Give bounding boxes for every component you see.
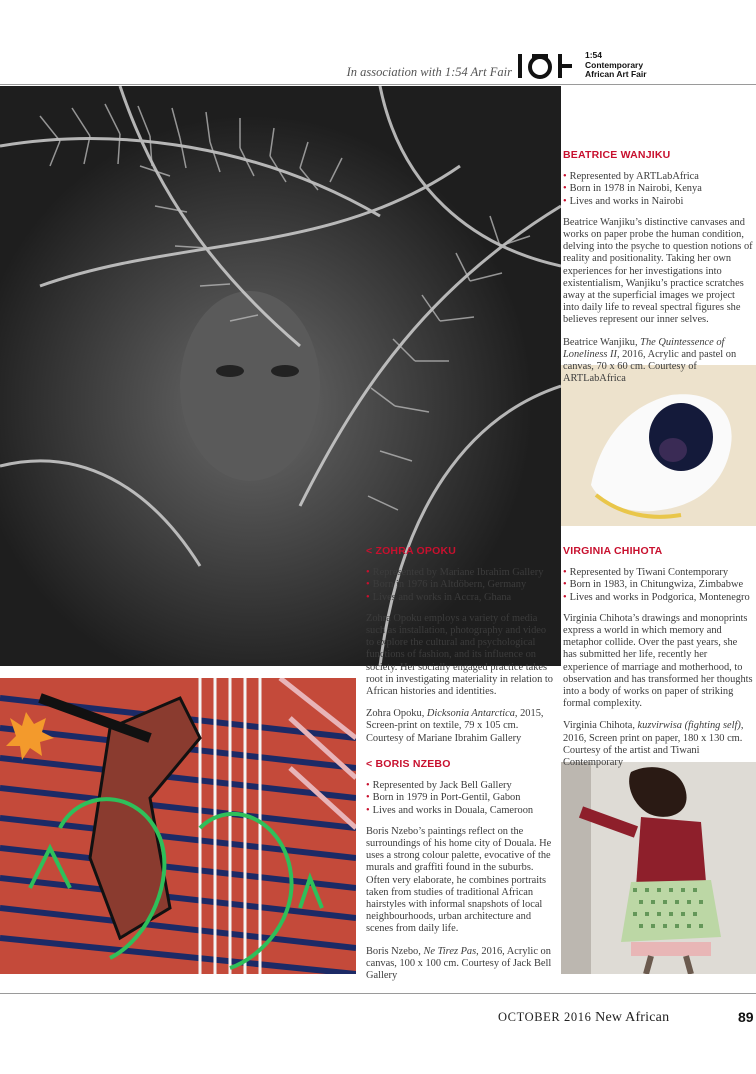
virginia-fact (563, 592, 753, 604)
footer-issue (498, 1010, 669, 1026)
beatrice-fact (563, 183, 753, 195)
bullet-icon: • (563, 195, 567, 207)
caption-details: , 2015, Screen-print on textile, 79 x 105 cm. Courtesy of Mariane Ibrahim Gallery (366, 708, 544, 744)
bullet-icon: • (366, 579, 370, 591)
beatrice-caption (563, 337, 753, 386)
boris-nzebo-artwork-image (0, 678, 356, 974)
fact-text: Represented by Mariane Ibrahim Gallery (372, 567, 544, 579)
zohra-fact (366, 579, 556, 591)
bullet-icon: • (366, 792, 370, 804)
boris-fact (366, 805, 556, 817)
boris-bio: Boris Nzebo’s paintings reflect on the surroundings of his home city of Douala. He uses a strong colour palette, evocative of the murals and graffiti found in the suburbs. Often very elaborate, he combines portraits taken from studies of traditional African hairstyles with informal snapshots of local neighbourhoods, urban architecture and scenes from daily life. (366, 825, 552, 935)
bullet-icon: • (563, 591, 567, 603)
fact-text: Represented by Tiwani Contemporary (569, 567, 729, 579)
virginia-chihota-section (563, 545, 753, 779)
boris-nzebo-section (366, 758, 556, 992)
bullet-icon: • (366, 591, 370, 603)
caption-title: Ne Tirez Pas (423, 945, 477, 957)
fact-text: Lives and works in Podgorica, Montenegro (569, 591, 750, 603)
caption-title: Dicksonia Antarctica (426, 708, 515, 720)
caption-details: , 2016, Screen print on paper, 180 x 130 cm. Courtesy of the artist and Tiwani Contemporary (563, 720, 744, 769)
caption-artist: Beatrice Wanjiku, (563, 336, 641, 348)
logo-line-3: African Art Fair (585, 69, 647, 79)
virginia-facts (563, 567, 753, 604)
bullet-icon: • (366, 780, 370, 792)
zohra-facts (366, 567, 556, 604)
footer-rule (0, 993, 756, 994)
boris-fact (366, 792, 556, 804)
zohra-opoku-section (366, 545, 556, 755)
boris-caption (366, 946, 556, 983)
caption-artist: Boris Nzebo, (366, 945, 424, 957)
logo-line-1: 1:54 (585, 50, 603, 60)
beatrice-facts (563, 171, 753, 208)
bullet-icon: • (563, 171, 567, 183)
fact-text: Lives and works in Douala, Cameroon (372, 804, 534, 816)
fact-text: Lives and works in Accra, Ghana (372, 591, 512, 603)
issue-date: OCTOBER 2016 (498, 1010, 592, 1024)
caption-title: The Quintessence of Loneliness II (563, 336, 725, 360)
fact-text: Represented by ARTLabAfrica (569, 171, 699, 183)
boris-painting-graphic (0, 678, 356, 974)
bullet-icon: • (366, 567, 370, 579)
caption-title: kuzvirwisa (fighting self) (637, 720, 741, 732)
zohra-bio: Zohra Opoku employs a variety of media such as installation, photography and video to explore the cultural and psychological functions of fashion, and its influence on society. Her socially engaged practice takes root in investigating materiality in relation to African histories and identities. (366, 612, 553, 698)
caption-artist: Virginia Chihota, (563, 720, 638, 732)
virginia-fact (563, 579, 753, 591)
beatrice-fact (563, 196, 753, 208)
virginia-print-graphic (561, 762, 756, 974)
fact-text: Born in 1979 in Port-Gentil, Gabon (372, 792, 521, 804)
zohra-fact (366, 592, 556, 604)
bullet-icon: • (366, 804, 370, 816)
virginia-fact (563, 567, 753, 579)
fact-text: Represented by Jack Bell Gallery (372, 780, 512, 792)
boris-facts (366, 780, 556, 817)
boris-heading: < BORIS NZEBO (366, 758, 451, 770)
zohra-caption (366, 708, 556, 745)
association-line: In association with 1:54 Art Fair (346, 65, 512, 79)
beatrice-bio: Beatrice Wanjiku’s distinctive canvases and works on paper probe the human condition, delving into the psyche to question notions of reality and positionality. Taking her own experiences for her investigations into existentialism, Wanjiku’s practice scratches away at the superficial images we project into daily life to reveal spectral figures she believes represent our inner selves. (563, 216, 753, 326)
caption-details: , 2016, Acrylic on canvas, 100 x 100 cm. Courtesy of Jack Bell Gallery (366, 945, 552, 982)
beatrice-heading: BEATRICE WANJIKU (563, 149, 671, 161)
caption-details: , 2016, Acrylic and pastel on canvas, 70 x 60 cm. Courtesy of ARTLabAfrica (563, 348, 737, 385)
bullet-icon: • (563, 183, 567, 195)
bullet-icon: • (563, 567, 567, 579)
beatrice-wanjiku-section (563, 149, 753, 395)
bullet-icon: • (563, 579, 567, 591)
boris-fact (366, 780, 556, 792)
logo-line-2: Contemporary (585, 59, 644, 70)
fact-text: Born in 1983, in Chitungwiza, Zimbabwe (569, 579, 744, 591)
virginia-caption (563, 720, 753, 769)
virginia-bio: Virginia Chihota’s drawings and monoprints express a world in which memory and metaphor collide. Over the past years, she has submitted her life, recently her experience of marriage and motherhood, to observation and has transformed her thoughts into a body of works on paper of striking formal complexity. (563, 612, 753, 710)
zohra-heading: < ZOHRA OPOKU (366, 545, 457, 557)
virginia-heading: VIRGINIA CHIHOTA (563, 545, 663, 557)
zohra-fact (366, 567, 556, 579)
fact-text: Born in 1978 in Nairobi, Kenya (569, 183, 702, 195)
fact-text: Lives and works in Nairobi (569, 195, 684, 207)
caption-artist: Zohra Opoku, (366, 708, 427, 720)
page-number: 89 (738, 1009, 754, 1025)
magazine-name: New African (595, 1010, 670, 1025)
virginia-chihota-artwork-image (561, 762, 756, 974)
beatrice-fact (563, 171, 753, 183)
header-rule (0, 84, 756, 85)
art-fair-logo (518, 52, 578, 80)
fact-text: Born in 1976 in Altdöbern, Germany (372, 579, 527, 591)
logo-text (585, 51, 647, 80)
